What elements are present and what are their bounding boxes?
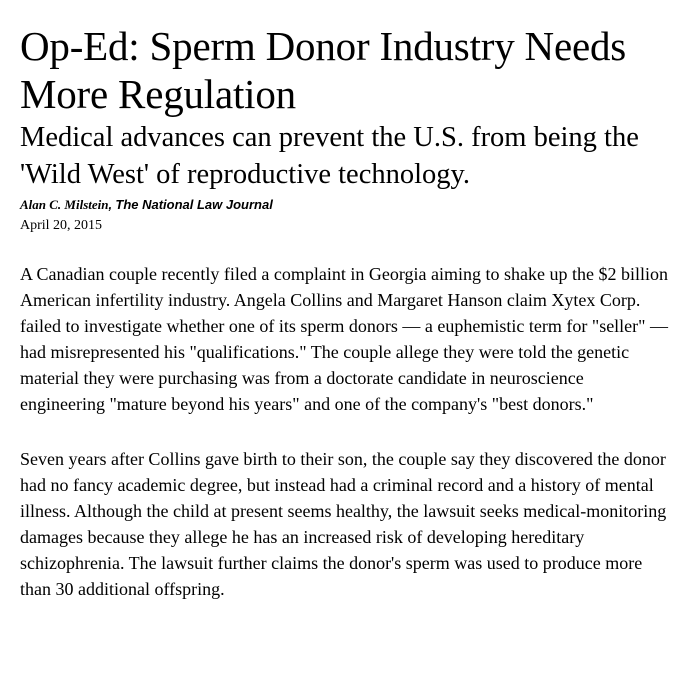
article (20, 22, 680, 631)
article-headline: Op-Ed: Sperm Donor Industry Needs More Regulation (20, 23, 627, 117)
article-paragraph: A Canadian couple recently filed a complaint in Georgia aiming to shake up the $2 billion American infertility industry. Angela Collins and Margaret Hanson claim Xytex Corp. failed to investigate whether one of its sperm donors — a euphemistic term for "seller" — had misrepresented his "qualifications." The couple allege they were told the genetic material they were purchasing was from a doctorate candidate in neuroscience engineering "mature beyond his years" and one of the company's "best donors." (20, 264, 669, 414)
byline-publication[interactable]: The National Law Journal (115, 197, 273, 212)
publish-date: April 20, 2015 (20, 218, 103, 233)
byline-author[interactable]: Alan C. Milstein (20, 197, 109, 212)
article-subheadline: Medical advances can prevent the U.S. from being the 'Wild West' of reproductive technology. (20, 122, 639, 190)
article-body (20, 261, 680, 602)
article-paragraph: Seven years after Collins gave birth to their son, the couple say they discovered the donor had no fancy academic degree, but instead had a criminal record and a history of mental illness. Although the child at present seems healthy, the lawsuit seeks medical-monitoring damages because they allege he has an increased risk of developing hereditary schizophrenia. The lawsuit further claims the donor's sperm was used to produce more than 30 additional offspring. (20, 449, 667, 599)
byline (20, 196, 680, 214)
byline-separator: , (108, 197, 113, 212)
